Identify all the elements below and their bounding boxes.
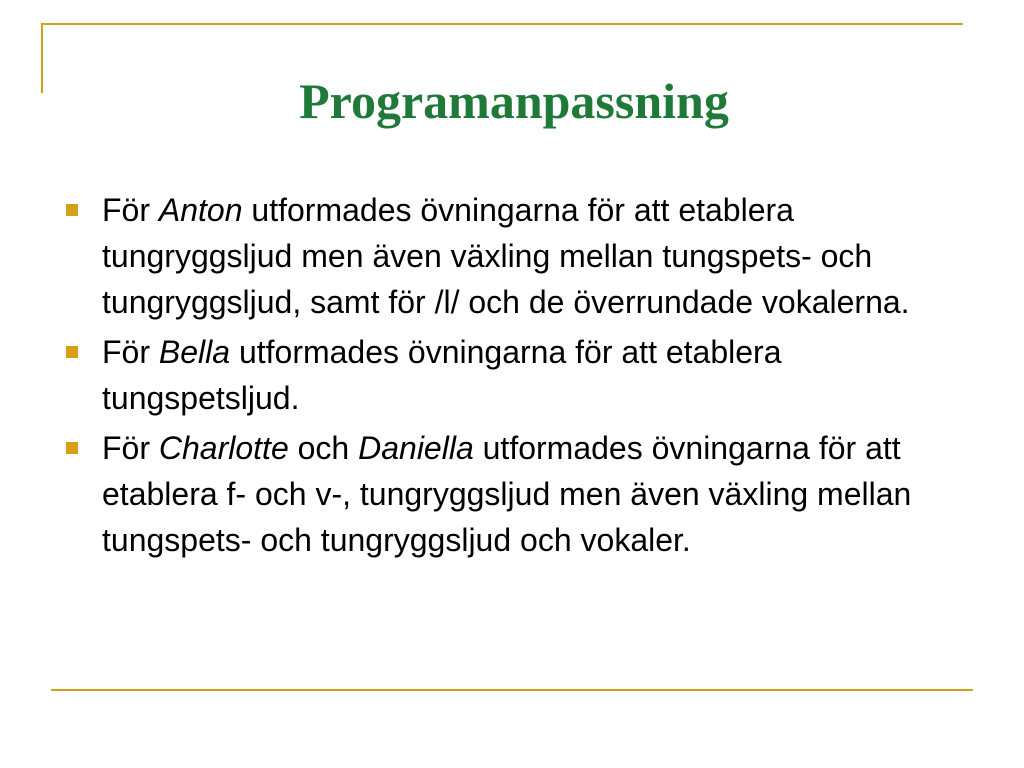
bullet-text: [102, 334, 781, 416]
bullet-name: Bella: [158, 334, 231, 370]
bullet-body: utformades övningarna för att etablera tungspetsljud.: [102, 334, 782, 416]
bullet-item-anton: [62, 187, 982, 325]
bullet-prefix: För: [102, 192, 159, 228]
bullet-text: [102, 430, 911, 558]
bullet-item-bella: [62, 329, 982, 421]
slide-title: Programanpassning: [299, 72, 729, 129]
frame-line-top: [43, 23, 963, 25]
frame-line-bottom: [51, 689, 973, 691]
bullet-prefix: För: [102, 430, 159, 466]
bullet-body: utformades övningarna för att etablera f- och v-, tungryggsljud men även växling mellan tungspets- och tungryggsljud och vokaler.: [102, 430, 912, 558]
bullet-body: utformades övningarna för att etablera tungryggsljud men även växling mellan tungspets- och tungryggsljud, samt för /l/ och de överrundade vokalerna.: [102, 192, 910, 320]
bullet-name-2: Daniella: [358, 430, 474, 466]
bullet-square-icon: [66, 346, 78, 358]
bullet-prefix: För: [102, 334, 159, 370]
bullet-name: Charlotte: [158, 430, 289, 466]
bullet-text: [102, 192, 910, 320]
bullet-name: Anton: [158, 192, 243, 228]
bullet-item-charlotte-daniella: [62, 425, 982, 563]
bullet-square-icon: [66, 204, 78, 216]
bullet-square-icon: [66, 442, 78, 454]
bullet-middle: och: [288, 430, 359, 466]
bullet-list: [62, 187, 982, 567]
